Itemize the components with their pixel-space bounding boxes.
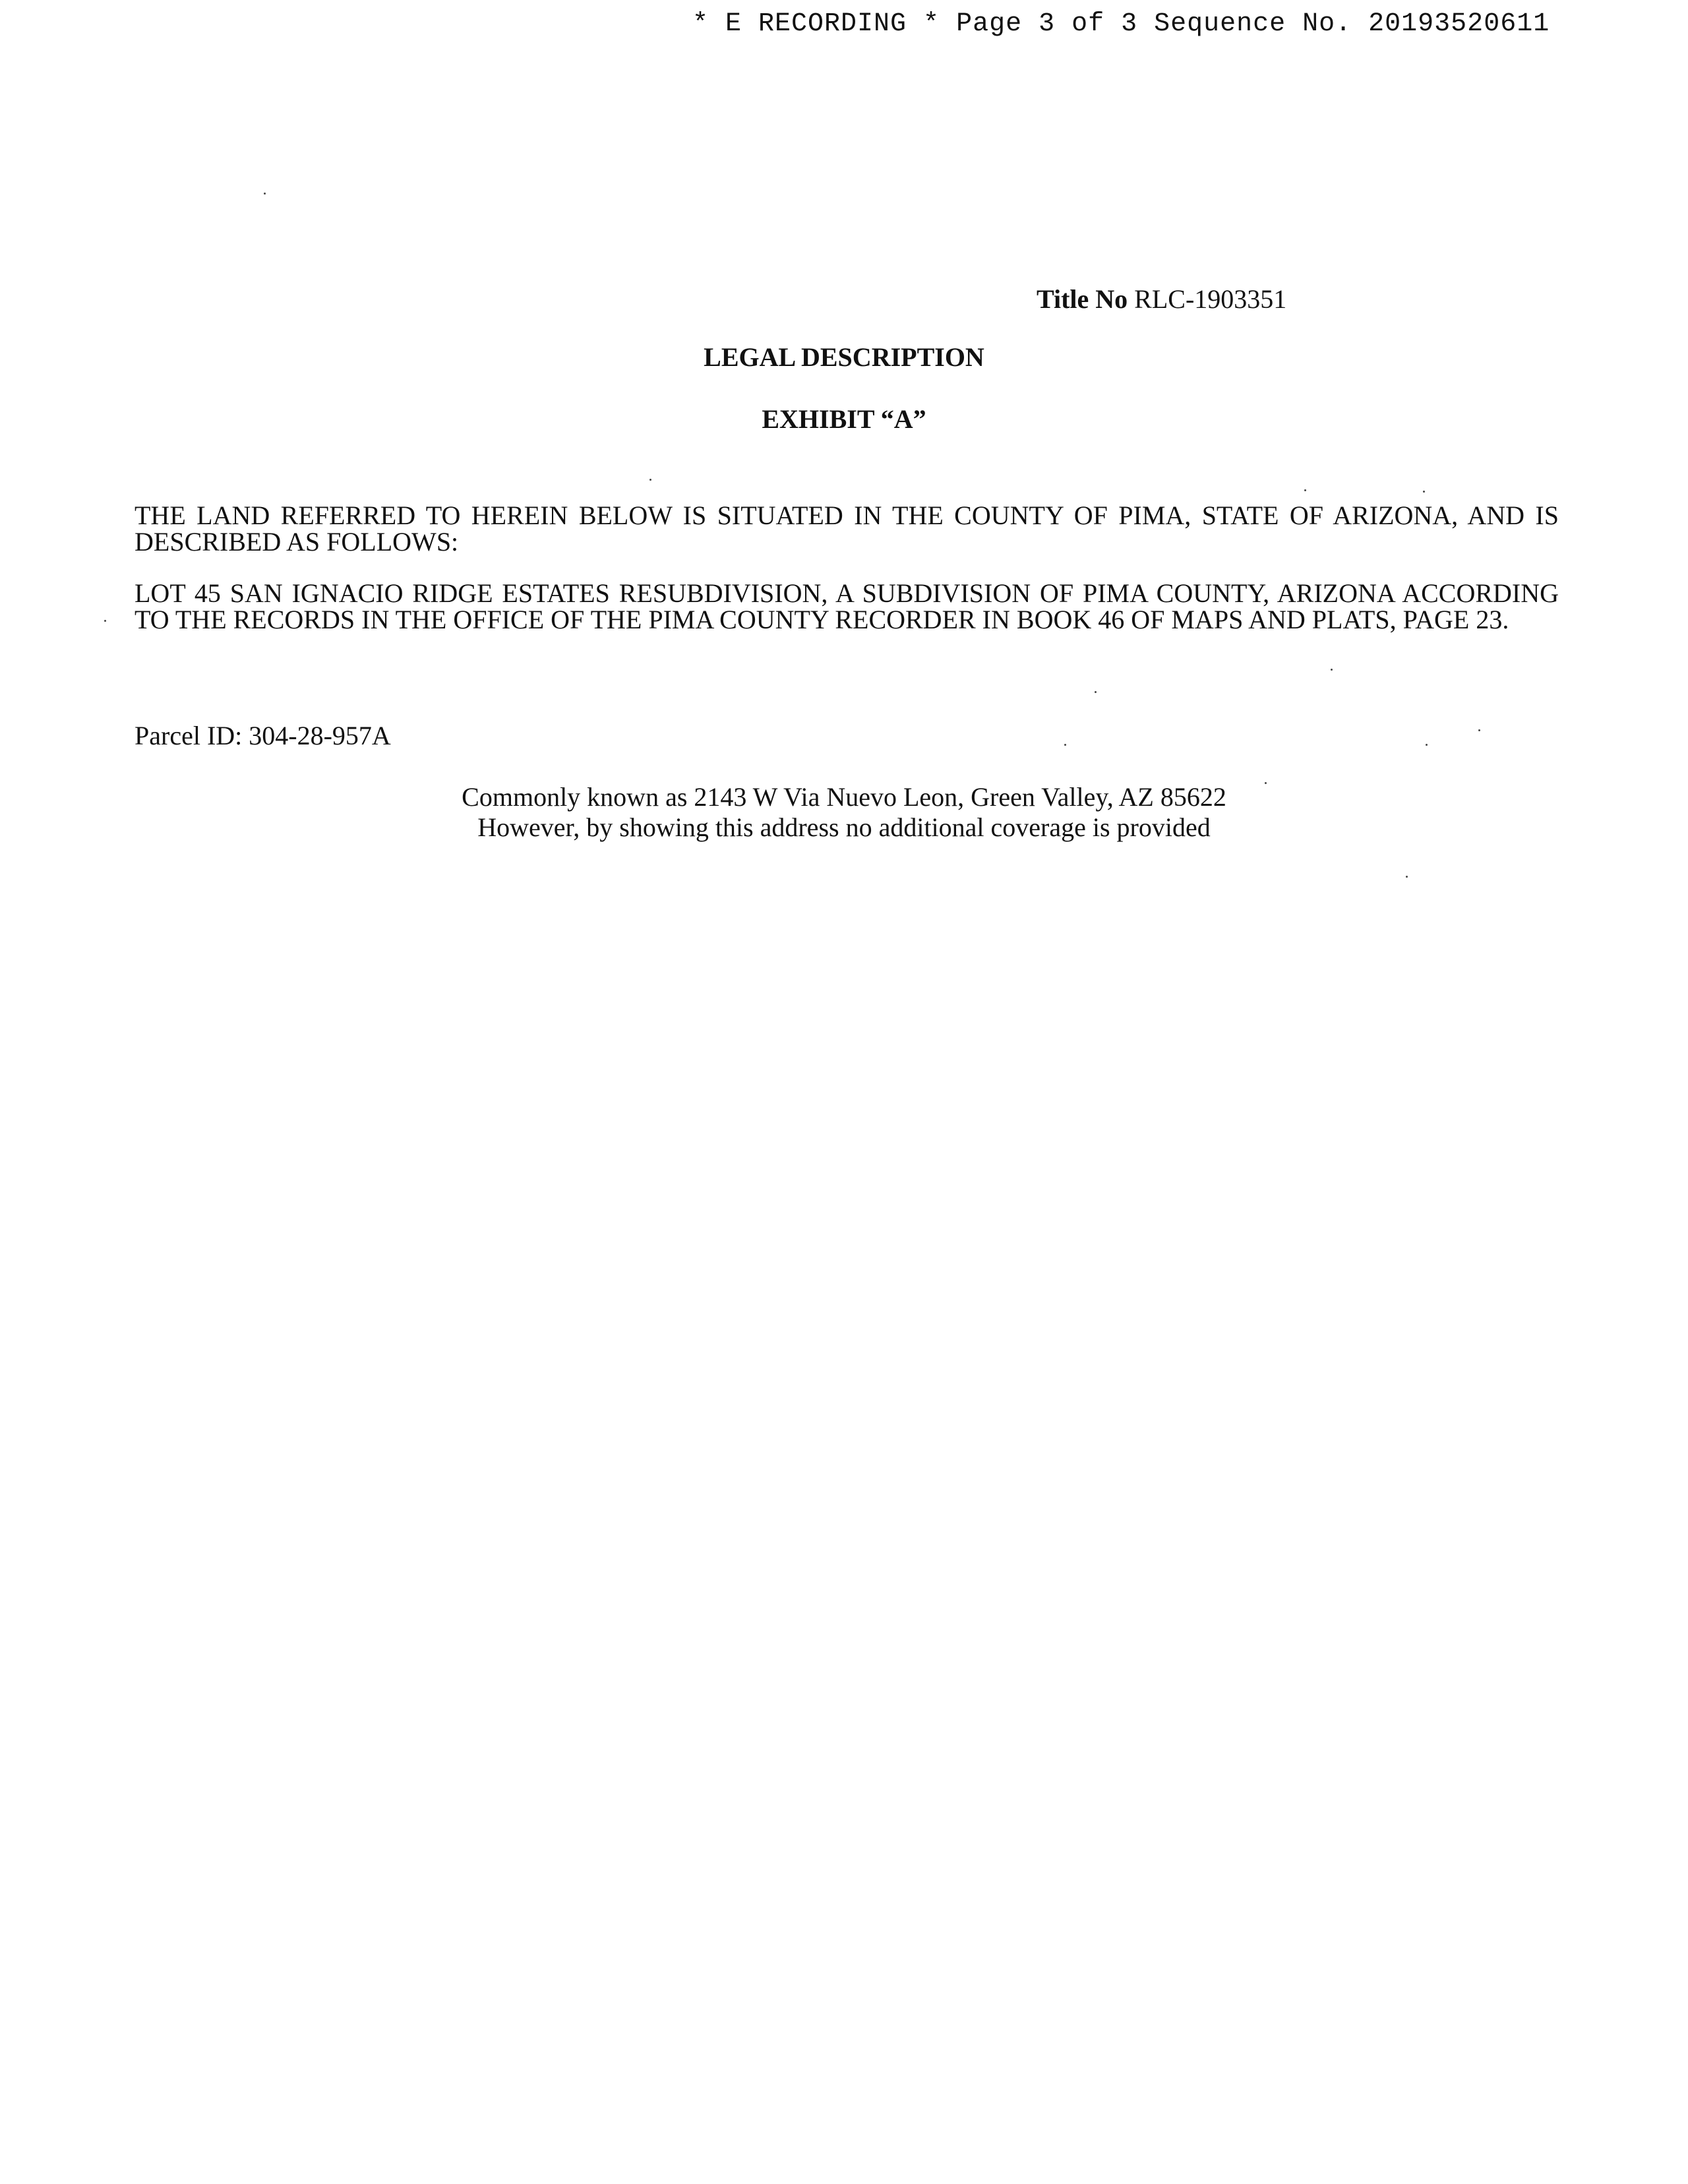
exhibit-heading: EXHIBIT “A” [762,404,926,434]
scan-speck [649,479,651,481]
scan-speck [1095,691,1097,693]
recording-stamp: * E RECORDING * Page 3 of 3 Sequence No. 20193520611 [692,9,1550,39]
address-block [0,782,1688,843]
title-number [1037,284,1286,315]
scan-speck [1406,876,1408,878]
scan-speck [1426,744,1428,746]
title-number-value: RLC-1903351 [1134,284,1287,314]
parcel-id: Parcel ID: 304-28-957A [135,721,391,750]
scan-speck [1064,744,1066,746]
coverage-disclaimer: However, by showing this address no additional coverage is provided [477,812,1211,842]
scan-speck [1423,491,1425,493]
address-line: Commonly known as 2143 W Via Nuevo Leon, Green Valley, AZ 85622 [462,782,1226,812]
legal-description-heading: LEGAL DESCRIPTION [704,342,984,372]
scan-speck [1265,782,1267,784]
scan-speck [104,620,106,622]
scan-speck [1304,489,1306,491]
land-location-paragraph: THE LAND REFERRED TO HEREIN BELOW IS SITUATED IN THE COUNTY OF PIMA, STATE OF ARIZONA, AND IS DESCRIBED AS FOLLOWS: [135,501,1559,557]
scan-speck [1331,669,1333,671]
scan-speck [264,193,266,195]
title-number-label: Title No [1037,284,1128,314]
lot-description-paragraph: LOT 45 SAN IGNACIO RIDGE ESTATES RESUBDIVISION, A SUBDIVISION OF PIMA COUNTY, ARIZONA ACCORDING TO THE RECORDS IN THE OFFICE OF THE PIMA COUNTY RECORDER IN BOOK 46 OF MAPS AND PLATS, PAGE 23. [135,578,1559,634]
scan-speck [1478,729,1480,731]
